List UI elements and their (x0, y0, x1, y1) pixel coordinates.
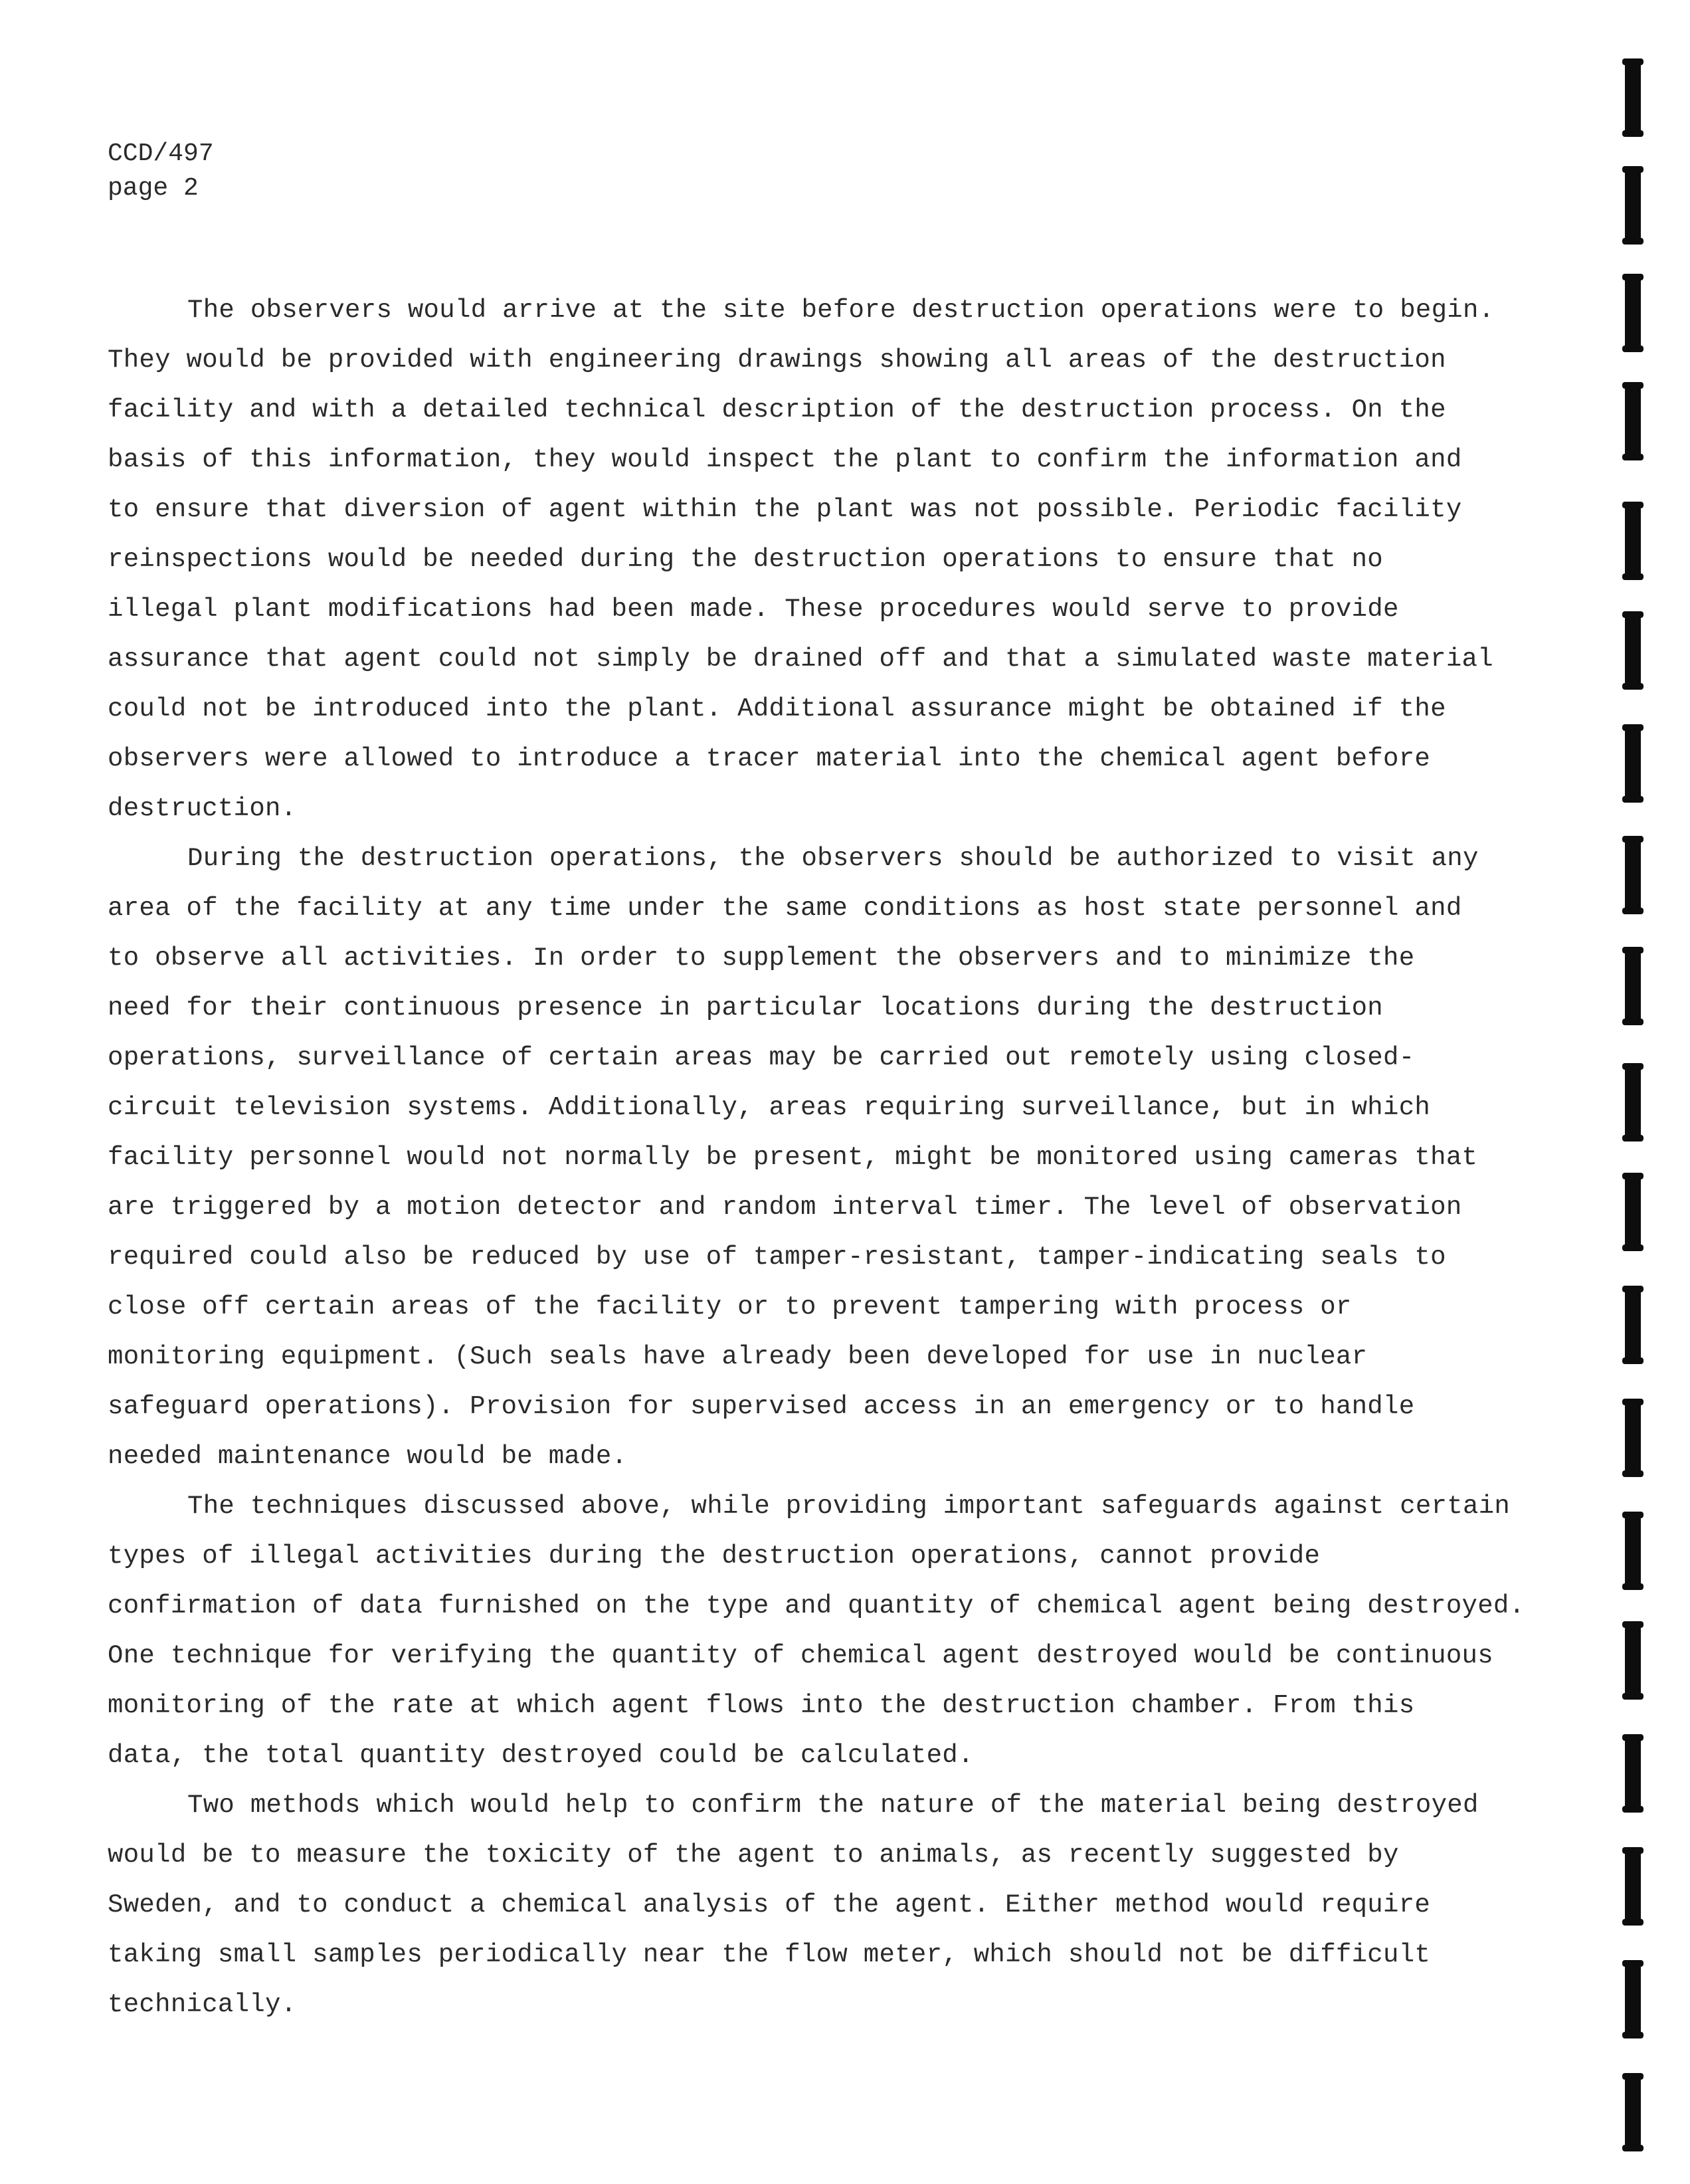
text-line: The observers would arrive at the site before destruction operations were to begin. (187, 296, 1495, 325)
text-line: The techniques discussed above, while providing important safeguards against certain (187, 1492, 1511, 1521)
text-line: need for their continuous presence in particular locations during the destruction (108, 993, 1384, 1023)
text-line: confirmation of data furnished on the type and quantity of chemical agent being destroyed. (108, 1591, 1525, 1621)
text-line: observers were allowed to introduce a tracer material into the chemical agent before (108, 744, 1431, 773)
punch-hole-mark (1625, 1734, 1641, 1813)
punch-hole-mark (1625, 274, 1641, 352)
text-line: are triggered by a motion detector and random interval timer. The level of observation (108, 1193, 1462, 1222)
text-line: assurance that agent could not simply be drained off and that a simulated waste material (108, 645, 1493, 674)
punch-hole-mark (1625, 611, 1641, 690)
text-line: They would be provided with engineering drawings showing all areas of the destruction (108, 346, 1446, 375)
text-line: facility and with a detailed technical description of the destruction process. On the (108, 395, 1446, 425)
text-line: illegal plant modifications had been made. These procedures would serve to provide (108, 595, 1399, 624)
document-body (108, 286, 1596, 2030)
punch-hole-mark (1625, 1960, 1641, 2038)
text-line: destruction. (108, 794, 297, 823)
text-line: data, the total quantity destroyed could be calculated. (108, 1741, 974, 1770)
text-line: to ensure that diversion of agent within the plant was not possible. Periodic facility (108, 495, 1462, 524)
punch-hole-mark (1625, 1621, 1641, 1700)
punch-hole-mark (1625, 836, 1641, 914)
document-id: CCD/497 (108, 140, 214, 168)
punch-hole-mark (1625, 1173, 1641, 1251)
text-line: to observe all activities. In order to supplement the observers and to minimize the (108, 943, 1415, 973)
text-line: One technique for verifying the quantity of chemical agent destroyed would be continuous (108, 1641, 1493, 1670)
page-number: page 2 (108, 174, 199, 203)
punch-hole-mark (1625, 502, 1641, 580)
text-line: required could also be reduced by use of tamper-resistant, tamper-indicating seals to (108, 1242, 1446, 1272)
text-line: types of illegal activities during the destruction operations, cannot provide (108, 1541, 1321, 1571)
text-line: monitoring equipment. (Such seals have already been developed for use in nuclear (108, 1342, 1368, 1371)
paragraph-techniques (108, 1482, 1596, 1781)
document-header (108, 137, 214, 206)
text-line: facility personnel would not normally be present, might be monitored using cameras that (108, 1143, 1478, 1172)
text-line: monitoring of the rate at which agent flows into the destruction chamber. From this (108, 1691, 1415, 1720)
text-line: area of the facility at any time under the same conditions as host state personnel and (108, 894, 1462, 923)
punch-hole-mark (1625, 166, 1641, 245)
punch-hole-mark (1625, 724, 1641, 803)
text-line: close off certain areas of the facility or to prevent tampering with process or (108, 1292, 1352, 1322)
punch-hole-strip (1610, 0, 1690, 2184)
paragraph-two-methods (108, 1781, 1596, 2030)
punch-hole-mark (1625, 947, 1641, 1025)
punch-hole-mark (1625, 1512, 1641, 1590)
text-line: safeguard operations). Provision for supervised access in an emergency or to handle (108, 1392, 1415, 1421)
text-line: Two methods which would help to confirm the nature of the material being destroyed (187, 1791, 1479, 1820)
punch-hole-mark (1625, 382, 1641, 460)
text-line: Sweden, and to conduct a chemical analysis of the agent. Either method would require (108, 1890, 1431, 1920)
text-line: During the destruction operations, the observers should be authorized to visit any (187, 844, 1479, 873)
paragraph-observers-arrival (108, 286, 1596, 834)
punch-hole-mark (1625, 1847, 1641, 1926)
punch-hole-mark (1625, 1399, 1641, 1477)
text-line: technically. (108, 1990, 297, 2019)
paragraph-destruction-operations (108, 834, 1596, 1482)
text-line: could not be introduced into the plant. Additional assurance might be obtained if the (108, 694, 1446, 724)
punch-hole-mark (1625, 2073, 1641, 2151)
text-line: needed maintenance would be made. (108, 1442, 628, 1471)
punch-hole-mark (1625, 58, 1641, 137)
text-line: taking small samples periodically near the flow meter, which should not be difficult (108, 1940, 1431, 1969)
text-line: circuit television systems. Additionally, areas requiring surveillance, but in which (108, 1093, 1431, 1122)
text-line: basis of this information, they would inspect the plant to confirm the information and (108, 445, 1462, 474)
text-line: reinspections would be needed during the destruction operations to ensure that no (108, 545, 1384, 574)
text-line: operations, surveillance of certain areas may be carried out remotely using closed- (108, 1043, 1415, 1072)
punch-hole-mark (1625, 1286, 1641, 1364)
punch-hole-mark (1625, 1063, 1641, 1142)
text-line: would be to measure the toxicity of the agent to animals, as recently suggested by (108, 1840, 1399, 1870)
